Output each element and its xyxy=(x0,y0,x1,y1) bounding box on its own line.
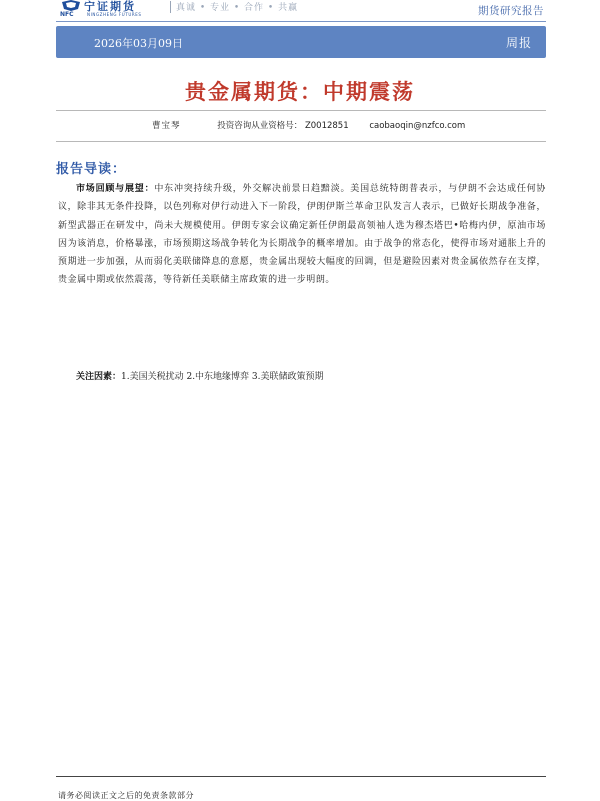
qualification-id: Z0012851 xyxy=(304,121,349,131)
section-heading: 报告导读： xyxy=(56,162,127,177)
summary-text: 中东冲突持续升级，外交解决前景日趋黯淡。美国总统特朗普表示，与伊朗不会达成任何协议，除非其无条件投降，以色列称对伊行动进入下一阶段，伊朗伊斯兰革命卫队发言人表示，已做好长期战争准备，新型武器正在研发中，尚未大规模使用。伊朗专家会议确定新任伊朗最高领袖人选为穆杰塔巴•哈梅内伊，原油市场因为该消息，价格暴涨，市场预期这场战争转化为长期战争的概率增加。由于战争的常态化，使得市场对通胀上升的预期进一步加强，从而弱化美联储降息的意愿，贵金属出现较大幅度的回调，但是避险因素对贵金属依然存在支撑，贵金属中期或依然震荡，等待新任美联储主席政策的进一步明朗。 xyxy=(58,184,546,286)
focus-text: 1.美国关税扰动 2.中东地缘博弈 3.美联储政策预期 xyxy=(121,372,324,382)
company-slogan: 真诚 • 专业 • 合作 • 共赢 xyxy=(176,3,299,13)
summary-paragraph xyxy=(58,180,546,290)
summary-lead: 市场回顾与展望： xyxy=(76,184,155,194)
author-line xyxy=(152,119,465,131)
report-type: 周报 xyxy=(505,36,532,50)
author-email: caobaoqin@nzfco.com xyxy=(369,121,466,131)
logo-abbr: NFC xyxy=(60,11,74,18)
company-logo xyxy=(60,0,168,20)
date-banner xyxy=(56,26,546,58)
author-name: 曹宝琴 xyxy=(152,121,181,131)
header-divider xyxy=(170,1,171,13)
title-rule-top xyxy=(56,110,546,111)
title-rule-bottom xyxy=(56,141,546,142)
qualification-label: 投资咨询从业资格号： xyxy=(217,121,303,131)
report-date: 2026年03月09日 xyxy=(94,37,183,50)
footer-rule xyxy=(56,776,546,777)
header-rule xyxy=(56,21,546,22)
logo-name-en: NINGZHENG FUTURES xyxy=(87,12,142,17)
page-header xyxy=(0,0,600,22)
focus-lead: 关注因素： xyxy=(76,372,122,382)
report-title: 贵金属期货：中期震荡 xyxy=(185,79,415,104)
doc-category: 期货研究报告 xyxy=(478,5,544,17)
focus-factors xyxy=(76,369,324,382)
footer-disclaimer: 请务必阅读正文之后的免责条款部分 xyxy=(58,791,194,800)
logo-name-cn: 宁证期货 xyxy=(84,0,136,13)
